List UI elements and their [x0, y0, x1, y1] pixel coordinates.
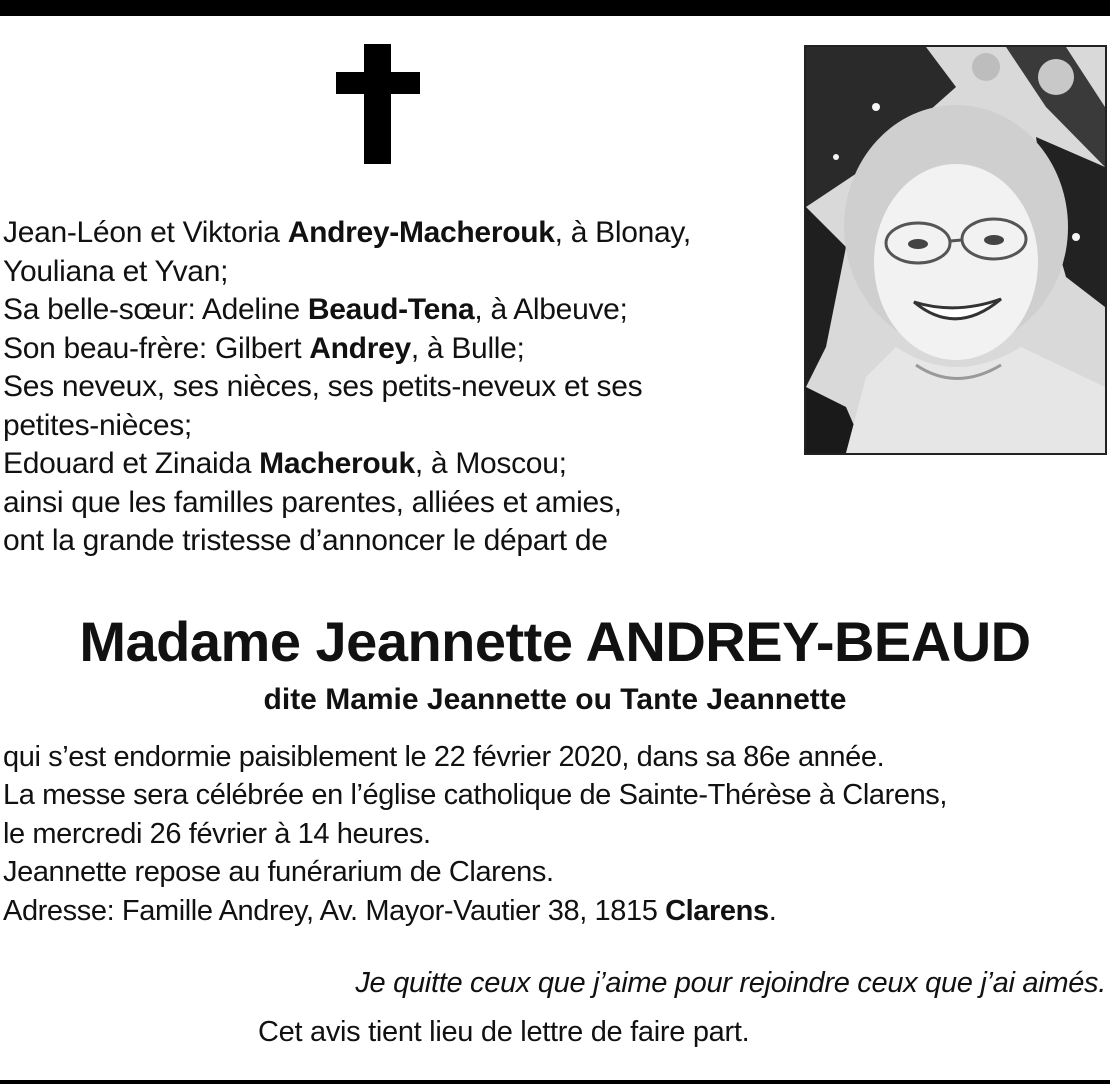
- top-border-rule: [0, 0, 1110, 16]
- family-text: Jean-Léon et Viktoria: [3, 216, 288, 249]
- family-text: Son beau-frère: Gilbert: [3, 331, 310, 365]
- family-text: , à Blonay,: [554, 216, 691, 249]
- address-town: Clarens: [665, 894, 769, 927]
- family-text: Sa belle-sœur: Adeline: [3, 293, 308, 326]
- family-text: , à Albeuve;: [474, 293, 628, 326]
- closing-note: Cet avis tient lieu de lettre de faire part.: [258, 1016, 750, 1048]
- family-text: Edouard et Zinaida: [3, 447, 260, 480]
- portrait-photo: [804, 45, 1107, 455]
- details-line: le mercredi 26 février à 14 heures.: [3, 817, 431, 850]
- family-line: [3, 445, 763, 484]
- family-line: Ses neveux, ses nièces, ses petits-neveux et ses: [3, 370, 643, 403]
- deceased-name: Madame Jeannette ANDREY-BEAUD: [79, 610, 1031, 673]
- family-line: [3, 214, 763, 253]
- deceased-nickname: dite Mamie Jeannette ou Tante Jeannette: [263, 683, 847, 716]
- details-line: La messe sera célébrée en l’église catholique de Sainte-Thérèse à Clarens,: [3, 779, 948, 812]
- family-surname: Beaud-Tena: [307, 293, 475, 326]
- bottom-border-rule: [0, 1080, 1110, 1084]
- family-line: Youliana et Yvan;: [3, 254, 229, 288]
- family-surname: Andrey-Macherouk: [287, 216, 555, 249]
- family-line: petites-nièces;: [3, 408, 192, 442]
- family-line: [3, 330, 763, 369]
- cross-horizontal-bar: [336, 72, 420, 94]
- cross-icon: [336, 44, 420, 164]
- service-details: [3, 738, 1108, 930]
- family-surname: Andrey: [309, 331, 411, 365]
- family-surname: Macherouk: [259, 447, 415, 480]
- family-line: ainsi que les familles parentes, alliées et amies,: [3, 485, 622, 519]
- memorial-quote: Je quitte ceux que j’aime pour rejoindre ceux que j’ai aimés.: [355, 967, 1106, 999]
- details-line: Jeannette repose au funérarium de Clarens.: [3, 856, 554, 889]
- details-line: [3, 892, 1108, 930]
- cross-vertical-bar: [364, 44, 391, 164]
- address-text: Adresse: Famille Andrey, Av. Mayor-Vautier 38, 1815: [3, 894, 666, 927]
- family-announcement: [3, 214, 763, 561]
- family-text: , à Moscou;: [414, 447, 567, 480]
- family-line: [3, 291, 763, 330]
- details-line: qui s’est endormie paisiblement le 22 février 2020, dans sa 86e année.: [3, 741, 885, 773]
- address-text: .: [768, 894, 777, 927]
- family-text: , à Bulle;: [410, 331, 525, 365]
- family-line: ont la grande tristesse d’annoncer le départ de: [3, 524, 608, 557]
